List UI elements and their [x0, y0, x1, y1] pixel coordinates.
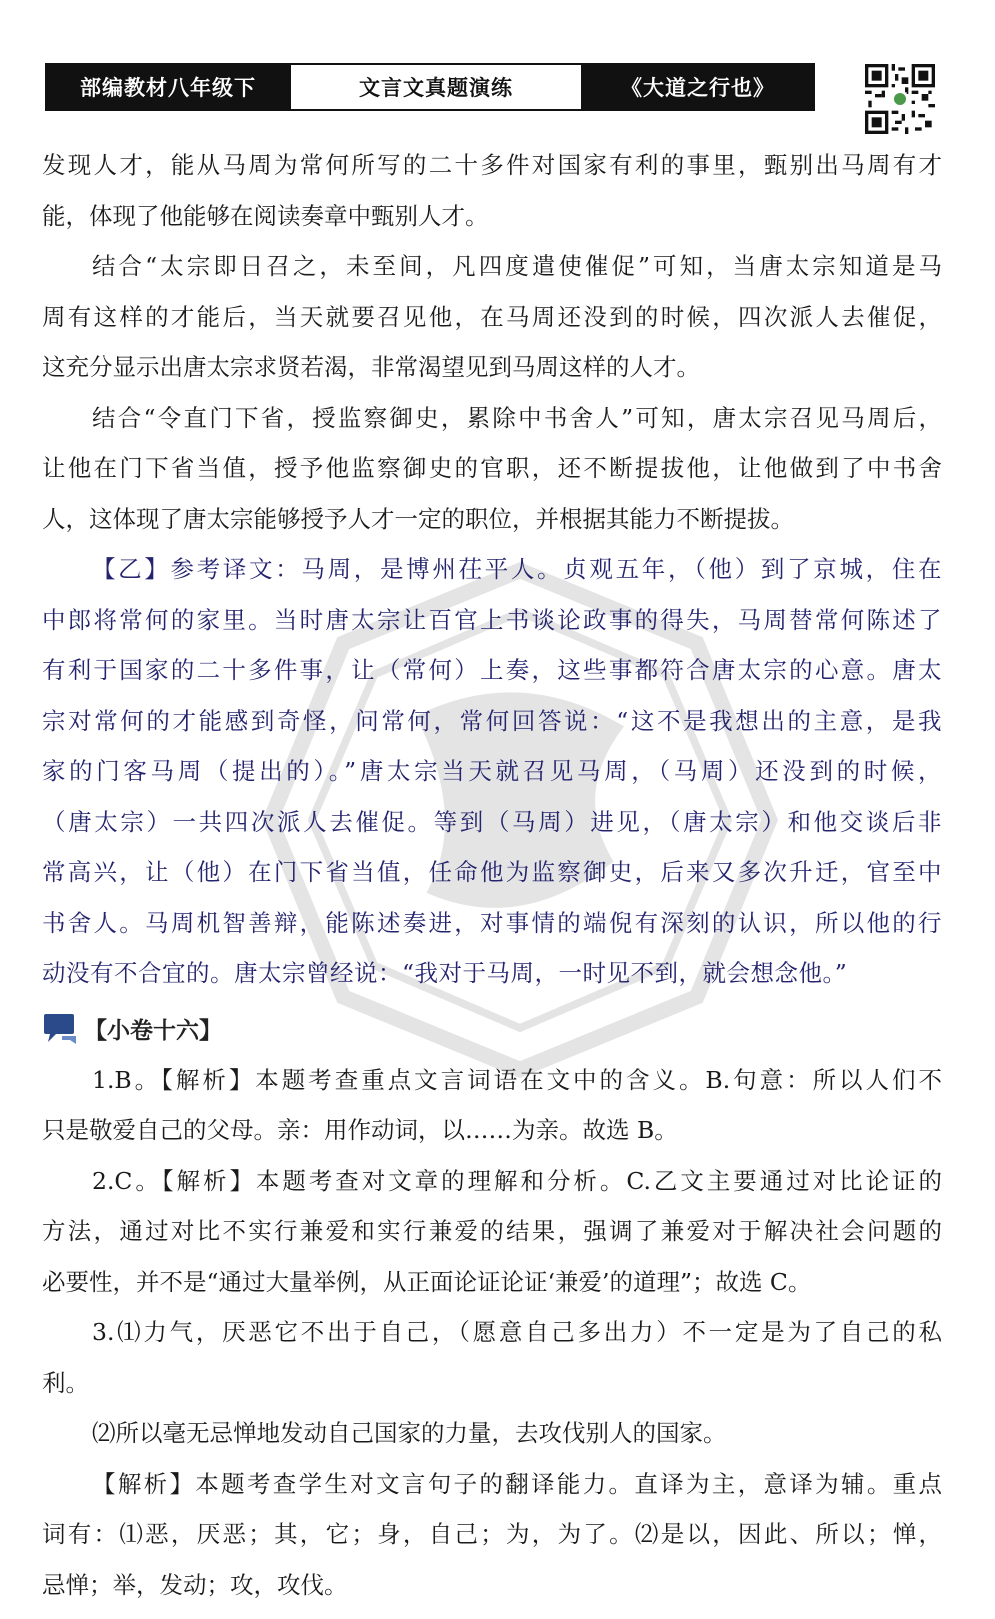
- translation-line: （唐太宗）一共四次派人去催促。等到（马周）进见，（唐太宗）和他交谈后非: [42, 807, 942, 836]
- translation-line: 家的门客马周（提出的）。”唐太宗当天就召见马周，（马周）还没到的时候，: [42, 757, 942, 785]
- paragraph-2: [42, 241, 942, 393]
- translation-line: 有利于国家的二十多件事，让（常何）上奏，这些事都符合唐太宗的心意。唐太: [42, 656, 942, 684]
- translation-line: 动没有不合宜的。唐太宗曾经说：“我对于马周，一时见不到，就会想念他。”: [42, 959, 848, 987]
- translation-line: 书舍人。马周机智善辩，能陈述奏进，对事情的端倪有深刻的认识，所以他的行: [42, 908, 942, 937]
- text-line: ⑵所以毫无忌惮地发动自己国家的力量，去攻伐别人的国家。: [92, 1419, 727, 1447]
- text-line: 利。: [42, 1368, 89, 1397]
- answer-2: [42, 1156, 942, 1308]
- section-title: 【小卷十六】: [84, 1018, 222, 1044]
- translation-line: 【乙】参考译文：马周，是博州茌平人。贞观五年，（他）到了京城，住在: [92, 555, 942, 583]
- text-line: 让他在门下省当值，授予他监察御史的官职，还不断提拔他，让他做到了中书舍: [42, 454, 942, 482]
- answer-1: [42, 1055, 942, 1156]
- text-line: 只是敬爱自己的父母。亲：用作动词，以……为亲。故选 B。: [42, 1116, 678, 1144]
- paragraph-3: [42, 393, 942, 545]
- header-lesson: 《大道之行也》: [583, 65, 813, 109]
- qr-code-icon: [865, 64, 935, 134]
- header-bar: [45, 63, 815, 111]
- text-line: 1.B。【解析】本题考查重点文言词语在文中的含义。B.句意：所以人们不: [92, 1065, 942, 1094]
- text-line: 人，这体现了唐太宗能够授予人才一定的职位，并根据其能力不断提拔。: [42, 504, 794, 533]
- answer-3: [42, 1307, 942, 1610]
- translation-paragraph: [42, 544, 942, 999]
- text-line: 这充分显示出唐太宗求贤若渴，非常渴望见到马周这样的人才。: [42, 353, 700, 381]
- text-line: 2.C。【解析】本题考查对文章的理解和分析。C.乙文主要通过对比论证的: [92, 1166, 942, 1195]
- header-topic: 文言文真题演练: [289, 65, 583, 109]
- document-body: [42, 140, 942, 1610]
- text-line: 【解析】本题考查学生对文言句子的翻译能力。直译为主，意译为辅。重点: [92, 1469, 942, 1498]
- text-line: 周有这样的才能后，当天就要召见他，在马周还没到的时候，四次派人去催促，: [42, 302, 942, 331]
- text-line: 方法，通过对比不实行兼爱和实行兼爱的结果，强调了兼爱对于解决社会问题的: [42, 1217, 942, 1245]
- header-grade: 部编教材八年级下: [47, 65, 289, 109]
- text-line: 忌惮；举，发动；攻，攻伐。: [42, 1570, 348, 1599]
- translation-line: 常高兴，让（他）在门下省当值，任命他为监察御史，后来又多次升迁，官至中: [42, 858, 942, 886]
- text-line: 结合“令直门下省，授监察御史，累除中书舍人”可知，唐太宗召见马周后，: [92, 403, 942, 432]
- translation-line: 中郎将常何的家里。当时唐太宗让百官上书谈论政事的得失，马周替常何陈述了: [42, 605, 942, 634]
- text-line: 3.⑴力气，厌恶它不出于自己，（愿意自己多出力）不一定是为了自己的私: [92, 1318, 942, 1346]
- text-line: 必要性，并不是“通过大量举例，从正面论证论证‘兼爱’的道理”；故选 C。: [42, 1267, 812, 1296]
- paragraph-1: [42, 140, 942, 241]
- section-header: [42, 1003, 942, 1055]
- text-line: 能，体现了他能够在阅读奏章中甄别人才。: [42, 201, 489, 230]
- speech-bubble-icon: [42, 1012, 80, 1046]
- text-line: 发现人才，能从马周为常何所写的二十多件对国家有利的事里，甄别出马周有才: [42, 151, 942, 179]
- translation-line: 宗对常何的才能感到奇怪，问常何，常何回答说：“这不是我想出的主意，是我: [42, 706, 942, 735]
- text-line: 结合“太宗即日召之，未至间，凡四度遣使催促”可知，当唐太宗知道是马: [92, 252, 942, 280]
- text-line: 词有：⑴恶，厌恶；其，它；身，自己；为，为了。⑵是以，因此、所以；惮，: [42, 1520, 942, 1548]
